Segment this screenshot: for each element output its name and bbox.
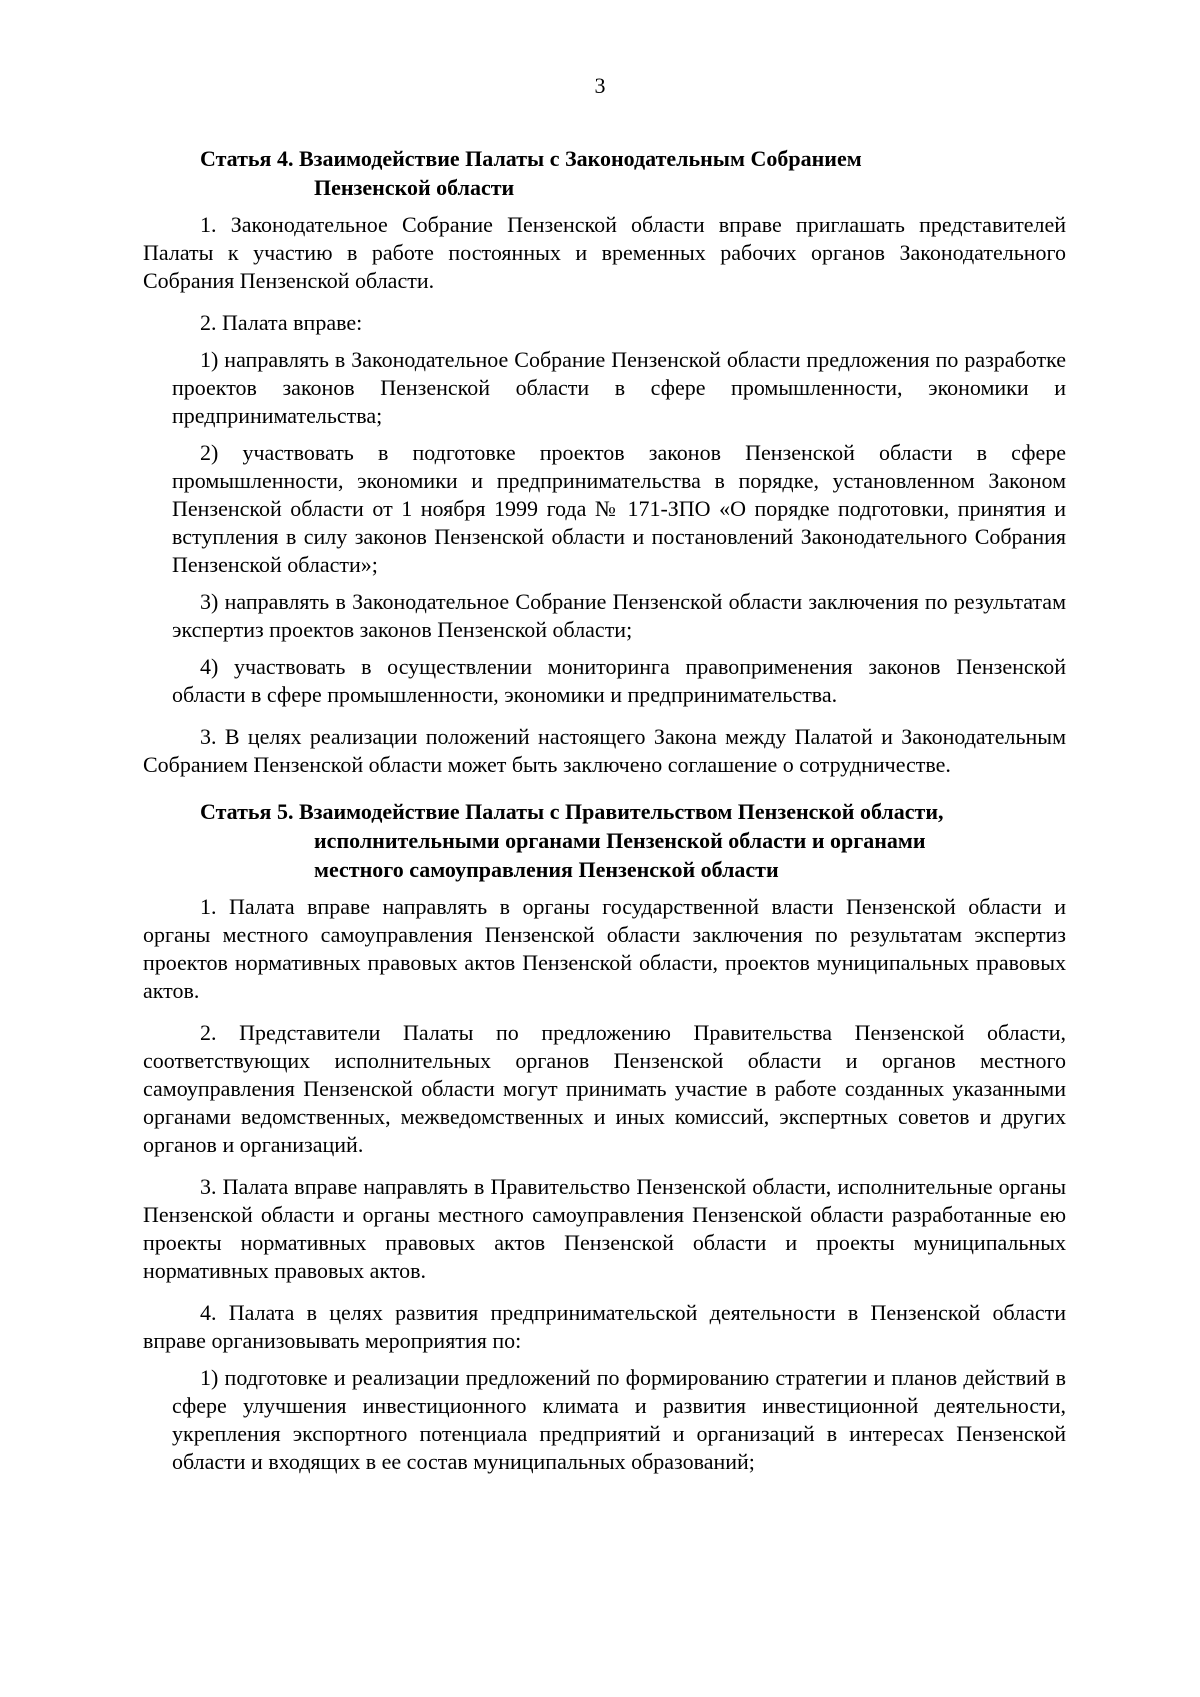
article-5-paragraph-2: 2. Представители Палаты по предложению Правительства Пензенской области, соответствующих исполнительных органов Пензенской области и органов местного самоуправления Пензенской области могут принимать участие в работе созданных указанными органами ведомственных, межведомственных и иных комиссий, экспертных советов и других органов и организаций. <box>143 1020 1066 1157</box>
article-5-item-1: 1) подготовке и реализации предложений по формированию стратегии и планов действий в сфере улучшения инвестиционного климата и развития инвестиционной деятельности, укрепления экспортного потенциала предприятий и организаций в интересах Пензенской области и входящих в ее состав муниципальных образований; <box>172 1365 1066 1474</box>
article-4-heading <box>143 144 1066 202</box>
article-4-paragraph-1: 1. Законодательное Собрание Пензенской области вправе приглашать представителей Палаты к участию в работе постоянных и временных рабочих органов Законодательного Собрания Пензенской области. <box>143 212 1066 293</box>
article-4-heading-line-2: Пензенской области <box>314 175 515 200</box>
article-5-paragraph-4: 4. Палата в целях развития предпринимательской деятельности в Пензенской области вправе организовывать мероприятия по: <box>143 1300 1066 1353</box>
article-5-heading-line-1: Статья 5. Взаимодействие Палаты с Правительством Пензенской области, <box>200 799 944 824</box>
article-5-paragraph-3: 3. Палата вправе направлять в Правительство Пензенской области, исполнительные органы Пензенской области и органы местного самоуправления Пензенской области разработанные ею проекты нормативных правовых актов Пензенской области и проекты муниципальных нормативных правовых актов. <box>143 1174 1066 1283</box>
article-5-paragraph-1: 1. Палата вправе направлять в органы государственной власти Пензенской области и органы местного самоуправления Пензенской области заключения по результатам экспертиз проектов нормативных правовых актов Пензенской области, проектов муниципальных правовых актов. <box>143 894 1066 1003</box>
article-4-item-1: 1) направлять в Законодательное Собрание Пензенской области предложения по разработке проектов законов Пензенской области в сфере промышленности, экономики и предпринимательства; <box>172 347 1066 428</box>
article-4-heading-line-1: Статья 4. Взаимодействие Палаты с Законодательным Собранием <box>200 146 862 171</box>
article-4-paragraph-3: 3. В целях реализации положений настоящего Закона между Палатой и Законодательным Собранием Пензенской области может быть заключено соглашение о сотрудничестве. <box>143 724 1066 777</box>
article-5-heading-line-3: местного самоуправления Пензенской области <box>314 857 779 882</box>
article-5-heading-line-2: исполнительными органами Пензенской области и органами <box>314 828 926 853</box>
article-4-item-2: 2) участвовать в подготовке проектов законов Пензенской области в сфере промышленности, экономики и предпринимательства в порядке, установленном Законом Пензенской области от 1 ноября 1999 года № 171-ЗПО «О порядке подготовки, принятия и вступления в силу законов Пензенской области и постановлений Законодательного Собрания Пензенской области»; <box>172 440 1066 577</box>
page-number: 3 <box>594 73 606 98</box>
article-4-item-3: 3) направлять в Законодательное Собрание Пензенской области заключения по результатам экспертиз проектов законов Пензенской области; <box>172 589 1066 642</box>
article-5-heading <box>143 797 1066 884</box>
article-4-paragraph-2: 2. Палата вправе: <box>200 310 363 335</box>
article-4-item-4: 4) участвовать в осуществлении мониторинга правоприменения законов Пензенской области в сфере промышленности, экономики и предпринимательства. <box>172 654 1066 707</box>
document-body <box>143 144 1066 1476</box>
